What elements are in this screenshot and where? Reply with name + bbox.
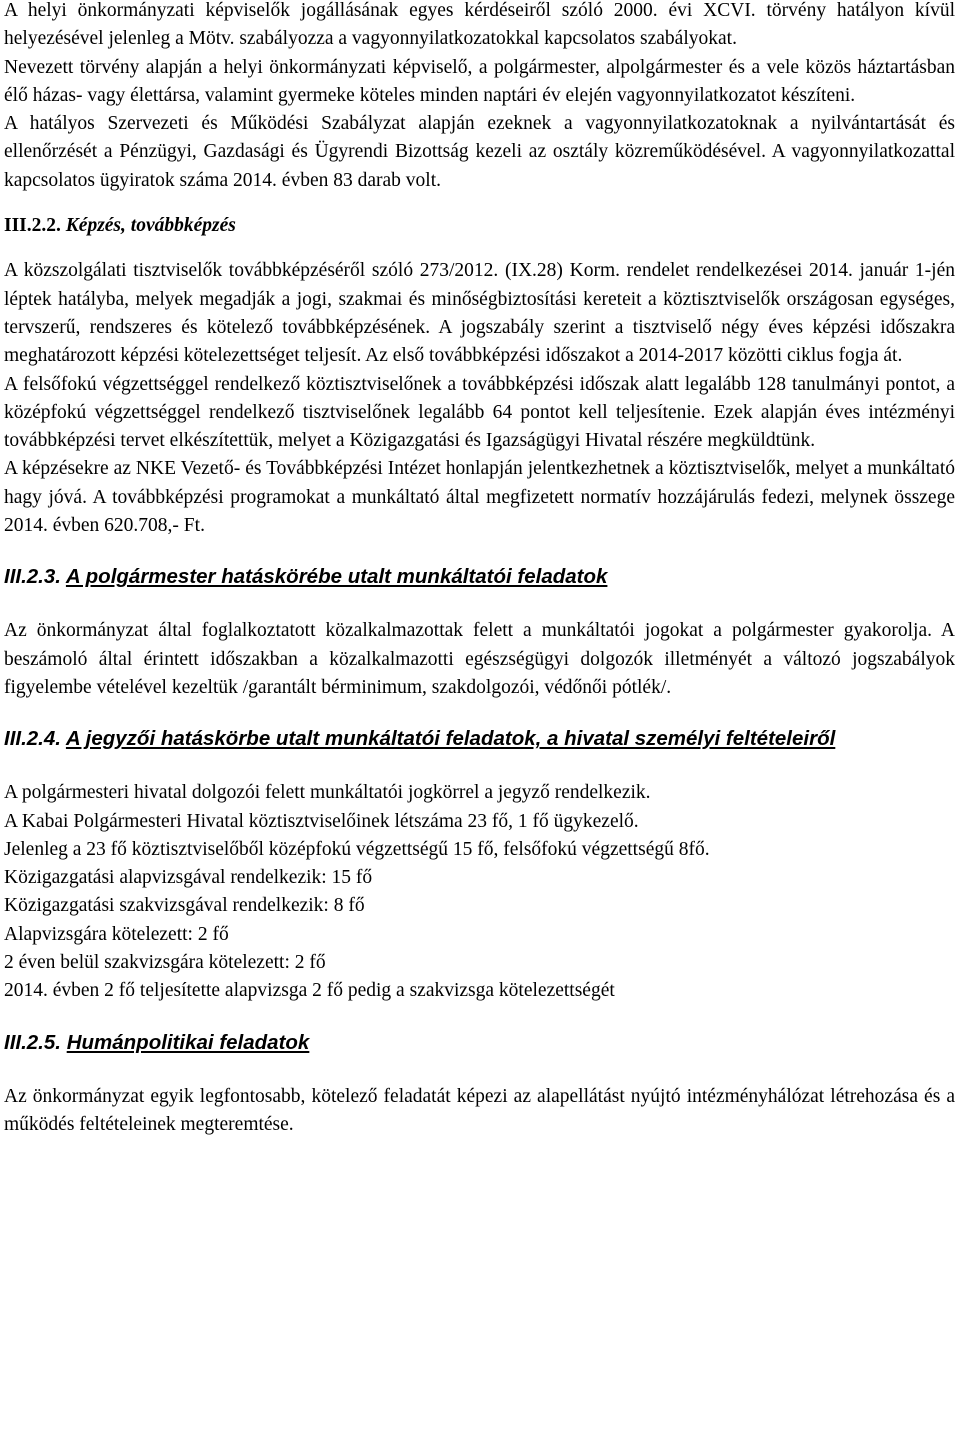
- staff-fact-line: 2 éven belül szakvizsgára kötelezett: 2 fő: [4, 952, 326, 974]
- staff-fact-line: Alapvizsgára kötelezett: 2 fő: [4, 923, 229, 945]
- section-heading-training: [4, 212, 955, 240]
- section-title: Humánpolitikai feladatok: [66, 1030, 310, 1054]
- section-title: A polgármester hatáskörébe utalt munkáltatói feladatok: [65, 565, 608, 589]
- section-number: III.2.3.: [4, 565, 61, 589]
- intro-paragraph-2: Nevezett törvény alapján a helyi önkormányzati képviselő, a polgármester, alpolgármester és a vele közös háztartásban élő házas- vagy élettársa, valamint gyermeke köteles minden naptári év elején vagyonnyilatkozatot készíteni.: [4, 56, 955, 106]
- section-title: A jegyzői hatáskörbe utalt munkáltatói feladatok, a hivatal személyi feltételeiről: [65, 727, 836, 751]
- training-paragraph-2: A felsőfokú végzettséggel rendelkező köztisztviselőnek a továbbképzési időszak alatt legalább 128 tanulmányi pontot, a középfokú végzettséggel rendelkező tisztviselőnek legalább 64 pontot kell teljesítenie. Ezek alapján éves intézményi továbbképzési tervet elkészítettük, melyet a Közigazgatási és Igazságügyi Hivatal részére megküldtünk.: [4, 373, 955, 452]
- staff-fact-line: A polgármesteri hivatal dolgozói felett munkáltatói jogkörrel a jegyző rendelkezik.: [4, 782, 651, 804]
- section-number: III.2.2.: [4, 215, 61, 237]
- staff-facts-list: [4, 779, 955, 1005]
- training-paragraph-3: A képzésekre az NKE Vezető- és Továbbképzési Intézet honlapján jelentkezhetnek a köztisztviselők, melyet a munkáltató hagy jóvá. A továbbképzési programokat a munkáltató által megfizetett normatív hozzájárulás fedezi, melynek összege 2014. évben 620.708,- Ft.: [4, 458, 955, 537]
- staff-fact-line: A Kabai Polgármesteri Hivatal köztisztviselőinek létszáma 23 fő, 1 fő ügykezelő.: [4, 810, 639, 832]
- section-number: III.2.5.: [4, 1030, 61, 1054]
- staff-fact-line: Jelenleg a 23 fő köztisztviselőből középfokú végzettségű 15 fő, felsőfokú végzettségű 8fő.: [4, 838, 710, 860]
- hr-tasks-paragraph: Az önkormányzat egyik legfontosabb, kötelező feladatát képezi az alapellátást nyújtó intézményhálózat létrehozása és a működés feltételeinek megteremtése.: [4, 1085, 955, 1135]
- section-number: III.2.4.: [4, 727, 61, 751]
- section-heading-mayor-employer-tasks: [4, 562, 955, 591]
- staff-fact-line: Közigazgatási alapvizsgával rendelkezik: 15 fő: [4, 867, 373, 889]
- mayor-employer-paragraph: Az önkormányzat által foglalkoztatott közalkalmazottak felett a munkáltatói jogokat a polgármester gyakorolja. A beszámoló által érintett időszakban a közalkalmazotti egészségügyi dolgozók illetményét a változó jogszabályok figyelembe vételével kezeltük /garantált bérminimum, szakdolgozói, védőnői pótlék/.: [4, 620, 955, 698]
- training-paragraph-1: A közszolgálati tisztviselők továbbképzéséről szóló 273/2012. (IX.28) Korm. rendelet rendelkezései 2014. január 1-jén léptek hatályba, melyek megadják a jogi, szakmai és minőségbiztosítási kereteit a köztisztviselők országosan egységes, tervszerű, rendszeres és kötelező továbbképzésének. A jogszabály szerint a tisztviselő négy éves képzési időszakra meghatározott képzési kötelezettséget teljesít. Az első továbbképzési időszakot a 2014-2017 közötti ciklus fogja át.: [4, 260, 955, 367]
- intro-paragraph-3: A hatályos Szervezeti és Működési Szabályzat alapján ezeknek a vagyonnyilatkozatoknak a nyilvántartását és ellenőrzését a Pénzügyi, Gazdasági és Ügyrendi Bizottság kezeli az osztály közreműködésével. A vagyonnyilatkozattal kapcsolatos ügyiratok száma 2014. évben 83 darab volt.: [4, 113, 955, 191]
- section-heading-notary-employer-tasks: [4, 724, 955, 753]
- section-title: Képzés, továbbképzés: [65, 215, 236, 237]
- document-page: [4, 0, 955, 1139]
- section-heading-hr-tasks: [4, 1028, 955, 1057]
- intro-paragraph-1: A helyi önkormányzati képviselők jogállásának egyes kérdéseiről szóló 2000. évi XCVI. törvény hatályon kívül helyezésével jelenleg a Mötv. szabályozza a vagyonnyilatkozatokkal kapcsolatos szabályokat.: [4, 0, 955, 50]
- staff-fact-line: 2014. évben 2 fő teljesítette alapvizsga 2 fő pedig a szakvizsga kötelezettségét: [4, 980, 615, 1002]
- staff-fact-line: Közigazgatási szakvizsgával rendelkezik: 8 fő: [4, 895, 365, 917]
